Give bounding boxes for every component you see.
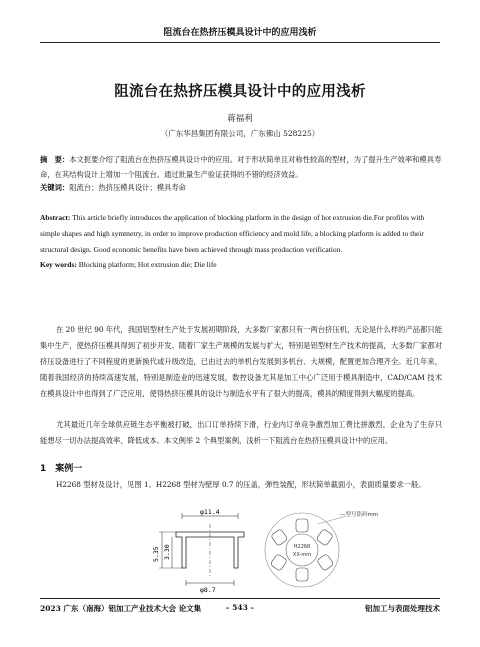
die-center-label-1: H2268: [293, 544, 311, 550]
abstract-en: [40, 210, 442, 258]
dim-bottom-label: φ8.7: [200, 586, 216, 594]
keywords-en-label: Key words:: [40, 260, 77, 269]
header-rule: [40, 42, 440, 43]
body-paragraph-1: 在 20 世纪 90 年代，我国铝型材生产处于发展初期阶段，大多数厂家都只有一两台挤压机，无论是什么样的产品都只能集中生产，使热挤压模具得到了初步开发。随着厂家生产规模的发展与扩大，特别是铝型材生产技术的提高，大多数厂家都对挤压设备进行了不同程度的更新换代或升级改造，已由过去的单机台发展到多机台、大规模，配置更加合理齐全。近几年来，随着我国经济的持续高速发展，特别是制造业的迅速发展，数控设备尤其是加工中心广泛用于模具制造中，CAD/CAM 技术在模具设计中也得到了广泛应用，使得热挤压模具的设计与制造水平有了很大的提高，模具的精度得到大幅度的提高。: [40, 325, 442, 399]
abstract-cn: [40, 153, 442, 182]
figure-1-drawing: [0, 504, 480, 594]
die-center-label-2: XX-mm: [292, 552, 312, 558]
footer-left: 2023 广东（南海）铝加工产业技术大会 论文集: [40, 604, 202, 613]
abstract-cn-label: 摘 要：: [40, 155, 70, 164]
dim-left-inner-label: 3.30: [163, 544, 171, 560]
dim-top-label: φ11.4: [200, 508, 220, 516]
keywords-en-text: Blocking platform; Hot extrusion die; Die life: [76, 260, 217, 269]
keywords-cn-label: 关键词：: [40, 183, 70, 192]
keywords-cn-text: 阻流台；热挤压模具设计；模具寿命: [69, 183, 186, 192]
die-callout-label: —型号铭码mm: [340, 512, 379, 518]
abstract-en-label: Abstract:: [40, 213, 71, 222]
die-face-drawing: [265, 513, 346, 587]
footer-rule: [40, 598, 440, 599]
affiliation: （广东华昌集团有限公司，广东佛山 528225）: [160, 129, 320, 138]
abstract-en-text: This article briefly introduces the application of blocking platform in the design of hot extrusion die.For profiles with simple shapes and high symmetry, in order to improve production efficiency and mold life, a blocking platform is added to their structural design. Good economic benefits have been achieved through mass production verification.: [40, 213, 425, 254]
body-paragraph-2: 尤其最近几年全球供应链生态平衡被打破，出口订单持续下滑，行业内订单竞争激烈加工费比拼激烈，企业为了生存只能想尽一切办法提高效率、降低成本。本文例举 2 个典型案例，浅析一下阻流台在热挤压模具设计中的应用。: [40, 420, 442, 446]
keywords-en: [40, 258, 442, 273]
keywords-cn: [40, 181, 442, 196]
page-number: – 543 –: [225, 603, 255, 612]
profile-section-drawing: [159, 513, 244, 586]
section-heading-1: 1 案例一: [40, 464, 83, 474]
body-paragraph-3: H2268 型材及设计，见图 1。H2268 型材为壁厚 0.7 的压盖，弹性装配，形状简单截面小，表面质量要求一般。: [56, 480, 426, 489]
dim-left-outer-label: 5.35: [152, 546, 160, 562]
figure-1: [0, 504, 480, 594]
abstract-cn-text: 本文扼要介绍了阻流台在热挤压模具设计中的应用。对于形状简单且对称性较高的型材，为了提升生产效率和模具寿命，在其结构设计上增加一个阻流台。通过批量生产验证获得的不错的经济效益。: [40, 155, 442, 179]
footer-right: 铝加工与表面处理技术: [365, 604, 440, 613]
paper-title: 阻流台在热挤压模具设计中的应用浅析: [114, 83, 366, 100]
running-head: 阻流台在热挤压模具设计中的应用浅析: [163, 28, 317, 38]
author: 蒋福利: [227, 114, 253, 124]
